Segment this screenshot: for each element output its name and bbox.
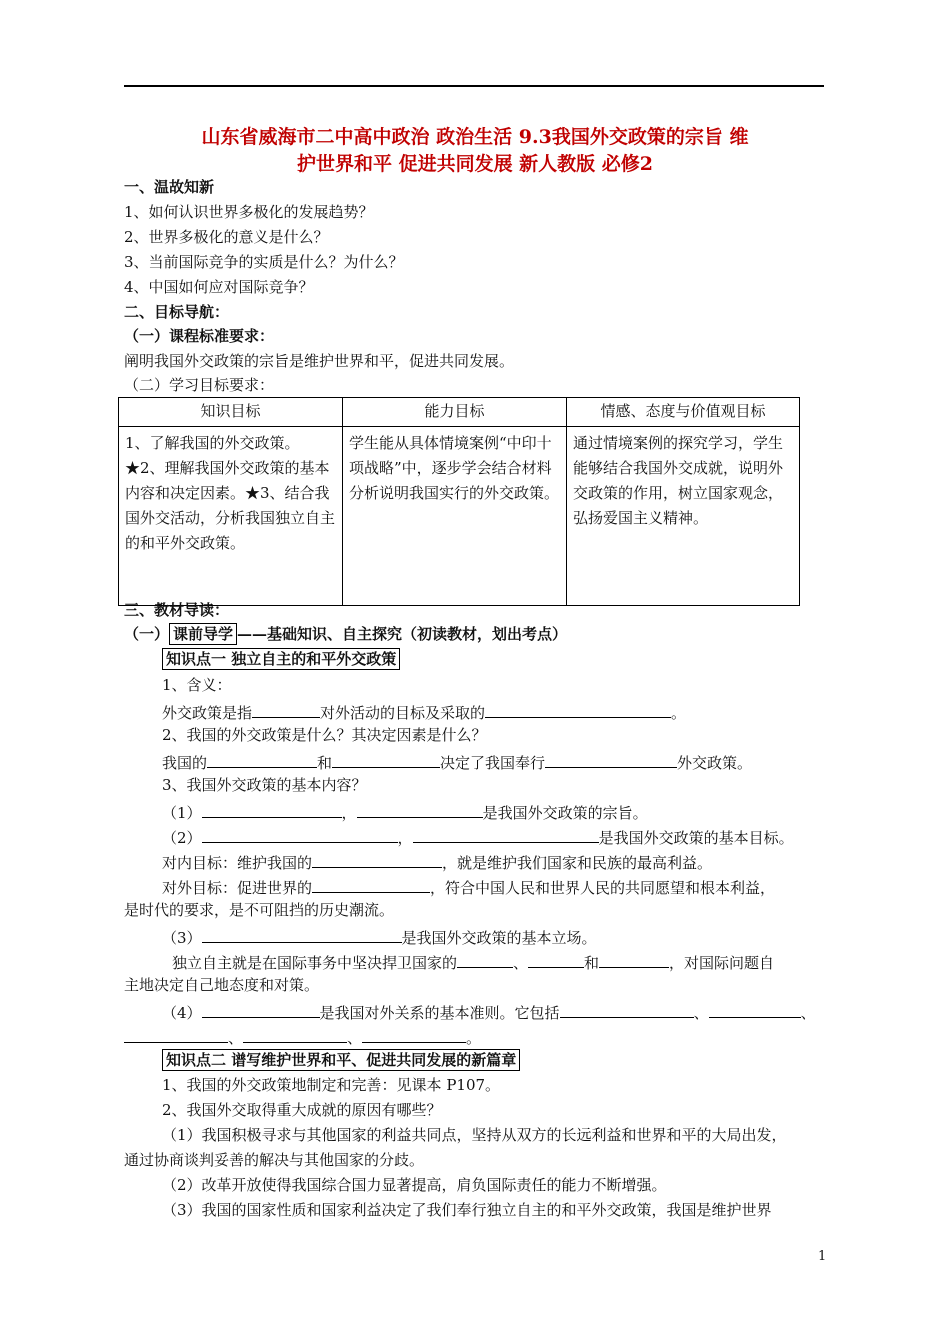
kp2-line-3: （1）我国积极寻求与其他国家的利益共同点，坚持从双方的长远利益和世界和平的大局出发，: [162, 1126, 787, 1144]
attitude-goal-cell: 通过情境案例的探究学习，学生能够结合我国外交成就，说明外交政策的作用，树立国家观念，弘扬爱国主义精神。: [567, 427, 800, 606]
learning-goals-table: [118, 397, 800, 606]
kp1-line-4: 我国的 和 决定了我国奉行 外交政策。: [162, 754, 753, 772]
kp1-line-12: 独立自主就是在国际事务中坚决捍卫国家的 、 和 ，对国际问题自: [172, 954, 775, 972]
kp1-line-13: 主地决定自己地态度和对策。: [124, 976, 320, 994]
kp1-line-15: 、 、 。: [124, 1028, 481, 1046]
learning-goals-heading: （二）学习目标要求：: [124, 376, 275, 394]
doc-title-line1: 山东省威海市二中高中政治 政治生活 9.3我国外交政策的宗旨 维: [201, 126, 749, 148]
section1-heading: 一、温故知新: [124, 178, 215, 196]
review-question-1: 1、如何认识世界多极化的发展趋势？: [124, 203, 374, 221]
kp2-line-1: 1、我国的外交政策地制定和完善：见课本 P107。: [162, 1076, 501, 1094]
table-header-knowledge: 知识目标: [119, 398, 343, 427]
kp2-line-5: （2）改革开放使得我国综合国力显著提高，肩负国际责任的能力不断增强。: [162, 1176, 667, 1194]
section2-heading: 二、目标导航：: [124, 303, 230, 321]
pre-class-boxed-label: 课前导学: [169, 623, 237, 645]
knowledge-point-1-title: 知识点一 独立自主的和平外交政策: [162, 652, 400, 667]
table-header-row: [119, 398, 800, 427]
kp1-line-6: （1） ， 是我国外交政策的宗旨。: [162, 804, 648, 822]
kp1-line-2: 外交政策是指 对外活动的目标及采取的 。: [162, 704, 687, 722]
section3-heading: 三、教材导读：: [124, 601, 230, 619]
table-header-ability: 能力目标: [343, 398, 567, 427]
kp2-line-2: 2、我国外交取得重大成就的原因有哪些？: [162, 1101, 442, 1119]
pre-class-rest: ——基础知识、自主探究（初读教材，划出考点）: [237, 625, 568, 643]
knowledge-goal-cell: 1、了解我国的外交政策。★2、理解我国外交政策的基本内容和决定因素。★3、结合我国外交活动，分析我国独立自主的和平外交政策。: [119, 427, 343, 606]
pre-class-prefix: （一）: [124, 625, 170, 643]
kp1-line-9: 对外目标：促进世界的 ，符合中国人民和世界人民的共同愿望和根本利益，: [162, 879, 776, 897]
review-question-3: 3、当前国际竞争的实质是什么？为什么？: [124, 253, 404, 271]
header-rule: [124, 85, 824, 87]
review-question-2: 2、世界多极化的意义是什么？: [124, 228, 329, 246]
kp2-line-4: 通过协商谈判妥善的解决与其他国家的分歧。: [124, 1151, 425, 1169]
table-row: [119, 427, 800, 606]
review-question-4: 4、中国如何应对国际竞争？: [124, 278, 314, 296]
kp2-line-6: （3）我国的国家性质和国家利益决定了我们奉行独立自主的和平外交政策，我国是维护世界: [162, 1201, 772, 1219]
doc-title-line2: 护世界和平 促进共同发展 新人教版 必修2: [296, 153, 654, 175]
curriculum-standard-heading: （一）课程标准要求：: [124, 327, 275, 345]
page-number: 1: [818, 1249, 827, 1264]
kp1-line-5: 3、我国外交政策的基本内容？: [162, 776, 367, 794]
kp1-line-7: （2） ， 是我国外交政策的基本目标。: [162, 829, 794, 847]
curriculum-standard-text: 阐明我国外交政策的宗旨是维护世界和平，促进共同发展。: [124, 352, 515, 370]
kp1-line-8: 对内目标：维护我国的 ，就是维护我们国家和民族的最高利益。: [162, 854, 713, 872]
kp1-line-14: （4） 是我国对外关系的基本准则。它包括 、 、: [162, 1004, 816, 1022]
kp1-line-11: （3） 是我国外交政策的基本立场。: [162, 929, 597, 947]
knowledge-point-2-title: 知识点二 谱写维护世界和平、促进共同发展的新篇章: [162, 1053, 520, 1068]
kp1-line-3: 2、我国的外交政策是什么？其决定因素是什么？: [162, 726, 487, 744]
kp1-line-10: 是时代的要求，是不可阻挡的历史潮流。: [124, 901, 395, 919]
ability-goal-cell: 学生能从具体情境案例“中印十项战略”中，逐步学会结合材料分析说明我国实行的外交政策。: [343, 427, 567, 606]
table-header-attitude: 情感、态度与价值观目标: [567, 398, 800, 427]
pre-class-guide-line: [124, 627, 567, 642]
kp1-line-1: 1、含义：: [162, 676, 232, 694]
